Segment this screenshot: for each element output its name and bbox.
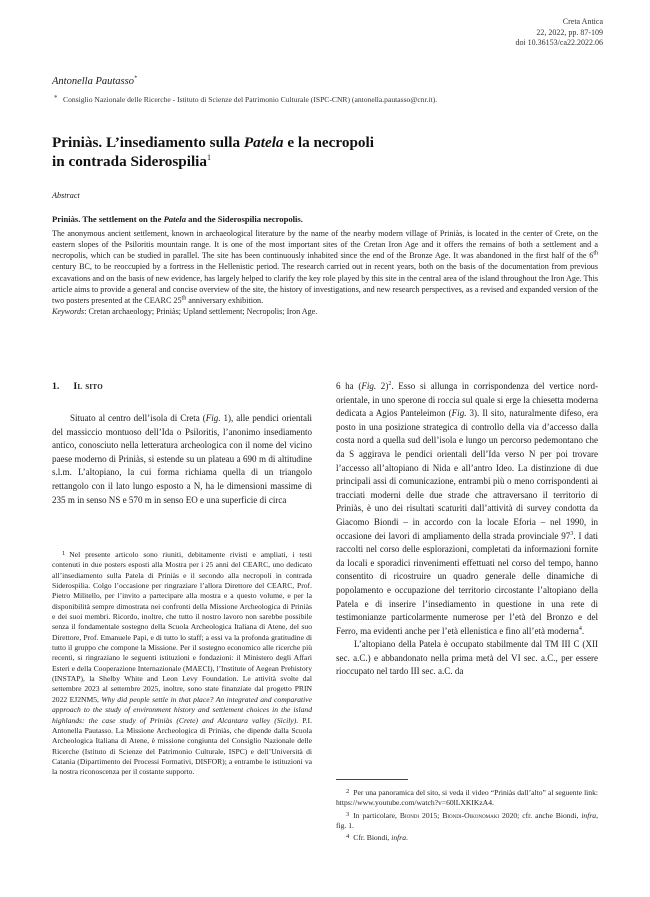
affiliation-mark: *	[54, 94, 58, 102]
author-name: Antonella Pautasso*	[52, 75, 137, 87]
footnote-divider	[336, 779, 408, 780]
figure-ref: Fig.	[451, 408, 467, 419]
figure-ref: Fig.	[205, 413, 221, 423]
footnote-2: 2 Per una panoramica del sito, si veda il video “Priniàs dall’alto” al seguente link: https://www.youtube.com/watch?v=60lLXKIKzA4.	[336, 788, 598, 808]
title-footnote-ref: 1	[207, 152, 211, 162]
section-heading: 1. Il sito	[52, 381, 103, 392]
author-affiliation	[54, 94, 613, 104]
abstract-label: Abstract	[52, 191, 80, 200]
journal-doi: doi 10.36153/ca22.2022.06	[515, 38, 603, 47]
footnotes-left	[52, 549, 312, 779]
journal-volume: 22, 2022, pp. 87-109	[536, 27, 603, 37]
journal-name: Creta Antica	[562, 17, 603, 26]
body-paragraph: L’altopiano della Patela è occupato stabilmente dal TM III C (XII sec. a.C.) e abbandonato nella prima metà del VI sec. a.C., per essere rioccupato nel tardo III sec. a.C. da	[336, 639, 598, 677]
journal-header	[515, 17, 603, 49]
footnotes-right	[336, 787, 598, 845]
body-column-right	[336, 380, 598, 679]
footnote-ref: 2	[388, 380, 392, 387]
keywords: Keywords: Cretan archaeology; Priniàs; Upland settlement; Necropolis; Iron Age.	[52, 307, 318, 317]
footnote-3: 3 In particolare, Biondi 2015; Biondi-Oikonomaki 2020; cfr. anche Biondi, infra, fig. 1.	[336, 810, 598, 831]
abstract-title: Priniàs. The settlement on the Patela and the Siderospilia necropolis.	[52, 214, 303, 224]
article-title: Priniàs. L’insediamento sulla Patela e la necropoli in contrada Siderospilia$^1$	[52, 134, 374, 170]
footnote-ref: 4	[578, 625, 582, 632]
footnote-1: 1 Nel presente articolo sono riuniti, debitamente rivisti e ampliati, i testi contenuti in due posters esposti alla Mostra per i 25 anni del CEARC, uno dedicato all’insediamento sulla Patela di Priniàs e il secondo alla necropoli in contrada Siderospilia. Colgo l’occasione per ringraziare l’allora Direttore del CEARC, Prof. Pietro Militello, per l’invito a partecipare alla mostra e a questo volume, e per la disponibilità sempre dimostrata nei confronti della Missione Archeologica di Priniàs e dei suoi membri. Ricordo, inoltre, che tutto il nostro lavoro non sarebbe possibile senza il fondamentale sostegno della Scuola Archeologica Italiana di Atene, del suo Direttore, Prof. Emanuele Papi, e di tutto lo staff; a essi va la profonda gratitudine di tutto il gruppo che compone la Missione. Per il sostegno economico alle ricerche più recenti, si ringraziano le seguenti istituzioni e fondazioni: il Ministero degli Affari Esteri e della Cooperazione Internazionale (MAECI), l’Institute of Aegean Prehistory (INSTAP), la Shelby White and Leon Levy Foundation. Le attività svolte dal settembre 2023 al settembre 2025, inoltre, sono state finanziate dal progetto PRIN 2022 EJ2NM5, Why did people settle in that place? An integrated and comparative approach to the study of environment history and settlement choices in the island highlands: the case study of Priniàs (Crete) and Alcantara valley (Sicily). P.I. Antonella Pautasso. La Missione Archeologica di Priniàs, che dipende dalla Scuola Archeologica Italiana di Atene, è missione congiunta del Consiglio Nazionale delle Ricerche (Istituto di Scienze del Patrimonio Culturale, ISPC) e dell’Università di Catania (Dipartimento dei Processi Formativi, DISFOR); a entrambe le istituzioni va la nostra riconoscenza per il costante supporto.	[52, 550, 312, 777]
body-paragraph: Situato al centro dell’isola di Creta (Fig. 1), alle pendici orientali del massiccio montuoso dell’Ida o Psiloritis, l’anonimo insediamento antico, conosciuto nella letteratura archeologica con il nome del vicino paese moderno di Priniàs, si estende su un plateau a 690 m di altitudine s.l.m. L’altopiano, la cui forma richiama quella di un triangolo rettangolo con il lato lungo esposto a N, ha le dimensioni massime di 235 m in senso NS e 570 m in senso EO e una superficie di circa	[52, 413, 312, 505]
footnote-ref: 3	[570, 530, 574, 537]
body-column-left	[52, 380, 312, 507]
footnote-4: 4 Cfr. Biondi, infra.	[346, 833, 408, 843]
body-paragraph: 6 ha (Fig. 2)$^2$. Esso si allunga in corrispondenza del vertice nord-orientale, in uno sperone di roccia sul quale si erge la chiesetta moderna dedicata a Agios Panteleimon (Fig. 3). Il sito, naturalmente difeso, era posto in una posizione strategica di controllo della via d’accesso dalla costa nord a quella sud dell’isola e lungo un percorso pedemontano che da S aggirava le pendici orientali dell’Ida verso N per poi trovare l’accesso all’altopiano di Nida e all’antro Ideo. La distinzione di due principali assi di comunicazione, entrambi più o meno corrispondenti ai tracciati moderni delle due strade che attraversano il territorio di Priniàs, è uno dei risultati scaturiti dall’attività di survey condotta da Giacomo Biondi – in accordo con la locale Eforia – nel 1990, in occasione dei lavori di ampliamento della strada provinciale $97^3$. I dati raccolti nel corso delle esplorazioni, completati da informazioni fornite da locali e sporadici rinvenimenti effettuati nel corso del tempo, hanno consentito di ricostruire un quadro generale delle dinamiche di popolamento e occupazione del territorio circostante l’altopiano della Patela e di inserire l’insediamento in questione in una rete di testimonianze particolarmente numerose per l’età del Bronzo e del Ferro, ma evidenti anche per l’età ellenistica e fino all’età moderna$^4$.	[336, 380, 598, 636]
affiliation-text: Consiglio Nazionale delle Ricerche - Istituto di Scienze del Patrimonio Culturale (ISPC-CNR) (antonella.pautasso@cnr.it).	[63, 95, 438, 104]
figure-ref: Fig.	[361, 381, 377, 391]
abstract-body: The anonymous ancient settlement, known in archaeological literature by the name of the nearby modern village of Priniàs, is located in the center of Crete, on the eastern slopes of the Psiloritis mountain range. It is one of the most important sites of the Cretan Iron Age and it offers the remains of both a settlement and a necropolis, which can be studied in parallel. The site has been continuously inhabited since the end of the Bronze Age. It was abandoned in the first half of the 6th century BC, to be reoccupied by a fortress in the Hellenistic period. The research carried out in recent years, both on the basis of the documentation from previous excavations and on the basis of new evidence, has largely helped to clarify the key role played by this site in the central area of the island throughout the Iron Age. This article aims to provide a general and concise overview of the site, the history of investigations, and new research perspectives, as a revised and expanded version of the two posters presented at the CEARC 25th anniversary exhibition. Keywords: Cretan archaeology; Priniàs; Upland settlement; Necropolis; Iron Age.	[52, 229, 598, 317]
